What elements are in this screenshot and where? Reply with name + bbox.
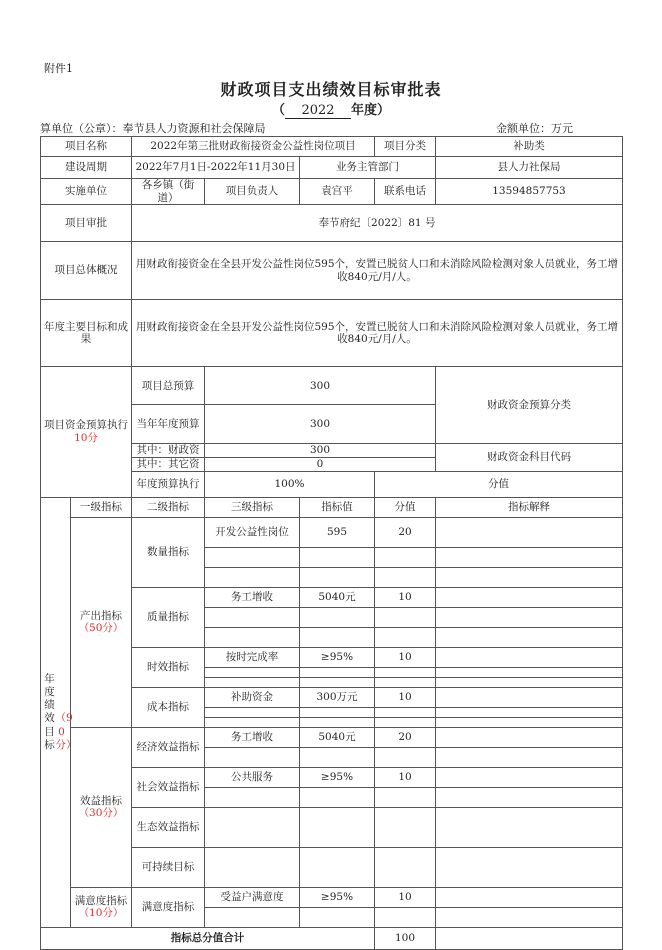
empty-cell xyxy=(205,847,300,887)
cost-score: 10 xyxy=(375,687,436,707)
col-level3: 三级指标 xyxy=(205,497,300,517)
quality-name: 务工增收 xyxy=(205,587,300,607)
empty-cell xyxy=(375,607,436,627)
section-score: （90分） xyxy=(55,712,77,751)
project-name: 2022年第三批财政衔接资金公益性岗位项目 xyxy=(132,137,375,157)
empty-cell xyxy=(205,627,300,647)
empty-cell xyxy=(205,667,300,677)
budget-other-label: 其中：其它资 xyxy=(132,457,205,471)
empty-cell xyxy=(375,707,436,717)
table-row xyxy=(41,517,623,547)
economic-name: 务工增收 xyxy=(205,727,300,747)
benefit-label-cell xyxy=(71,727,132,887)
empty-cell xyxy=(436,787,623,807)
timeliness-label: 时效指标 xyxy=(132,647,205,687)
empty-cell xyxy=(300,547,375,567)
attachment-label: 附件1 xyxy=(44,62,73,75)
budget-exec-label-cell xyxy=(41,367,132,498)
empty-cell xyxy=(205,717,300,727)
economic-value: 5040元 xyxy=(300,727,375,747)
budget-unit-line xyxy=(40,120,266,136)
empty-cell xyxy=(300,787,375,807)
section-label: 年度绩效目标 xyxy=(44,673,55,751)
empty-cell xyxy=(205,807,300,847)
empty-cell xyxy=(205,677,300,687)
row-goal xyxy=(41,300,623,367)
amount-unit: 金额单位：万元 xyxy=(496,122,573,135)
satisfaction-label: 满意度指标 xyxy=(74,894,128,907)
empty-cell xyxy=(375,667,436,677)
quality-label: 质量指标 xyxy=(132,587,205,647)
cost-label: 成本指标 xyxy=(132,687,205,727)
empty-cell xyxy=(300,907,375,927)
empty-cell xyxy=(205,907,300,927)
timeliness-score: 10 xyxy=(375,647,436,667)
fund-code-label: 财政资金科目代码 xyxy=(436,443,623,471)
empty-cell xyxy=(300,677,375,687)
budget-score-label: 分值 xyxy=(375,471,623,497)
budget-other: 0 xyxy=(205,457,436,471)
budget-total-label: 项目总预算 xyxy=(132,367,205,405)
empty-cell xyxy=(375,787,436,807)
empty-cell xyxy=(205,747,300,767)
satisfaction-value: ≥95% xyxy=(300,887,375,907)
col-score: 分值 xyxy=(375,497,436,517)
empty-cell xyxy=(300,807,375,847)
economic-score: 20 xyxy=(375,727,436,747)
empty-cell xyxy=(300,627,375,647)
empty-cell xyxy=(205,787,300,807)
approval: 奉节府纪〔2022〕81 号 xyxy=(132,205,623,242)
period-label: 建设周期 xyxy=(41,157,132,179)
budget-current-label: 当年年度预算 xyxy=(132,405,205,443)
row-project-name xyxy=(41,137,623,157)
col-explain: 指标解释 xyxy=(436,497,623,517)
empty-cell xyxy=(300,667,375,677)
empty-cell xyxy=(436,847,623,887)
fund-class-label: 财政资金预算分类 xyxy=(436,367,623,444)
row-approval xyxy=(41,205,623,242)
economic-label: 经济效益指标 xyxy=(132,727,205,767)
total-score: 100 xyxy=(375,927,436,949)
row-period xyxy=(41,157,623,179)
satisfaction-score: （10分） xyxy=(78,907,124,920)
timeliness-name: 按时完成率 xyxy=(205,647,300,667)
empty-cell xyxy=(375,807,436,847)
social-label: 社会效益指标 xyxy=(132,767,205,807)
goal: 用财政衔接资金在全县开发公益性岗位595个，安置已脱贫人口和未消除风险检测对象人员就业，务工增收840元/月/人。 xyxy=(132,300,623,367)
row-indicator-header xyxy=(41,497,623,517)
output-label: 产出指标 xyxy=(80,609,122,622)
timeliness-value: ≥95% xyxy=(300,647,375,667)
project-category: 补助类 xyxy=(436,137,623,157)
approval-table xyxy=(40,136,623,950)
empty-cell xyxy=(300,707,375,717)
phone-label: 联系电话 xyxy=(375,179,436,205)
satisfaction-score-value: 10 xyxy=(375,887,436,907)
project-name-label: 项目名称 xyxy=(41,137,132,157)
budget-fiscal-label: 其中：财政资 xyxy=(132,443,205,457)
empty-cell xyxy=(300,567,375,587)
cost-explain xyxy=(436,687,623,707)
quantity-value: 595 xyxy=(300,517,375,547)
budget-unit-label: 算单位（公章）： xyxy=(40,122,123,135)
empty-cell xyxy=(436,807,623,847)
quality-score: 10 xyxy=(375,587,436,607)
empty-cell xyxy=(436,607,623,627)
timeliness-explain xyxy=(436,647,623,667)
table-row xyxy=(41,727,623,747)
empty-cell xyxy=(375,747,436,767)
goal-label: 年度主要目标和成果 xyxy=(41,300,132,367)
quantity-name: 开发公益性岗位 xyxy=(205,517,300,547)
empty-cell xyxy=(375,567,436,587)
empty-cell xyxy=(436,547,623,567)
sustainable-label: 可持续目标 xyxy=(132,847,205,887)
col-value: 指标值 xyxy=(300,497,375,517)
budget-total: 300 xyxy=(205,367,436,405)
social-explain xyxy=(436,767,623,787)
economic-explain xyxy=(436,727,623,747)
budget-fiscal: 300 xyxy=(205,443,436,457)
row-total xyxy=(41,927,623,949)
empty-cell xyxy=(205,707,300,717)
budget-current: 300 xyxy=(205,405,436,443)
page-title: 财政项目支出绩效目标审批表 xyxy=(220,80,442,99)
quantity-score: 20 xyxy=(375,517,436,547)
col-level1: 一级指标 xyxy=(71,497,132,517)
table-row xyxy=(41,887,623,907)
empty-cell xyxy=(300,607,375,627)
empty-cell xyxy=(300,717,375,727)
social-value: ≥95% xyxy=(300,767,375,787)
benefit-score: （30分） xyxy=(78,807,124,820)
satisfaction-label-cell xyxy=(71,887,132,927)
satisfaction-explain xyxy=(436,887,623,907)
empty-cell xyxy=(436,717,623,727)
empty-cell xyxy=(300,747,375,767)
budget-exec-label: 项目资金预算执行 xyxy=(44,419,128,432)
col-level2: 二级指标 xyxy=(132,497,205,517)
empty-cell xyxy=(205,607,300,627)
budget-exec-rate: 100% xyxy=(205,471,375,497)
leader: 袁宫平 xyxy=(300,179,375,205)
cost-name: 补助资金 xyxy=(205,687,300,707)
quantity-label: 数量指标 xyxy=(132,517,205,587)
project-category-label: 项目分类 xyxy=(375,137,436,157)
approval-label: 项目审批 xyxy=(41,205,132,242)
year-prefix: （ xyxy=(271,103,285,118)
empty-cell xyxy=(205,567,300,587)
satisfaction-name: 受益户满意度 xyxy=(205,887,300,907)
empty-cell xyxy=(375,627,436,647)
empty-cell xyxy=(375,907,436,927)
social-name: 公共服务 xyxy=(205,767,300,787)
empty-cell xyxy=(436,627,623,647)
social-score: 10 xyxy=(375,767,436,787)
total-explain xyxy=(436,927,623,949)
empty-cell xyxy=(375,547,436,567)
budget-exec-rate-label: 年度预算执行 xyxy=(132,471,205,497)
period: 2022年7月1日-2022年11月30日 xyxy=(132,157,300,179)
output-label-cell xyxy=(71,517,132,727)
row-budget-total xyxy=(41,367,623,405)
benefit-label: 效益指标 xyxy=(80,794,122,807)
empty-cell xyxy=(436,567,623,587)
empty-cell xyxy=(436,677,623,687)
dept: 县人力社保局 xyxy=(436,157,623,179)
empty-cell xyxy=(436,667,623,677)
dept-label: 业务主管部门 xyxy=(300,157,436,179)
budget-exec-score: 10分 xyxy=(74,432,98,445)
quality-value: 5040元 xyxy=(300,587,375,607)
phone: 13594857753 xyxy=(436,179,623,205)
leader-label: 项目负责人 xyxy=(205,179,300,205)
satisfaction2-label: 满意度指标 xyxy=(132,887,205,927)
ecological-label: 生态效益指标 xyxy=(132,807,205,847)
empty-cell xyxy=(375,847,436,887)
quality-explain xyxy=(436,587,623,607)
year-suffix: 年度） xyxy=(351,103,391,118)
impl-unit: 各乡镇（街道） xyxy=(132,179,205,205)
row-impl xyxy=(41,179,623,205)
empty-cell xyxy=(375,677,436,687)
year-value: 2022 xyxy=(285,103,351,119)
budget-unit: 奉节县人力资源和社会保障局 xyxy=(122,122,266,135)
overview: 用财政衔接资金在全县开发公益性岗位595个，安置已脱贫人口和未消除风险检测对象人员就业，务工增收840元/月/人。 xyxy=(132,242,623,300)
overview-label: 项目总体概况 xyxy=(41,242,132,300)
row-overview xyxy=(41,242,623,300)
quantity-explain xyxy=(436,517,623,547)
total-label: 指标总分值合计 xyxy=(41,927,375,949)
empty-cell xyxy=(436,707,623,717)
empty-cell xyxy=(436,747,623,767)
year-line xyxy=(0,99,662,119)
section-label-cell xyxy=(41,497,77,927)
empty-cell xyxy=(205,547,300,567)
impl-label: 实施单位 xyxy=(41,179,132,205)
cost-value: 300万元 xyxy=(300,687,375,707)
empty-cell xyxy=(300,847,375,887)
output-score: （50分） xyxy=(78,622,124,635)
empty-cell xyxy=(375,717,436,727)
empty-cell xyxy=(436,907,623,927)
